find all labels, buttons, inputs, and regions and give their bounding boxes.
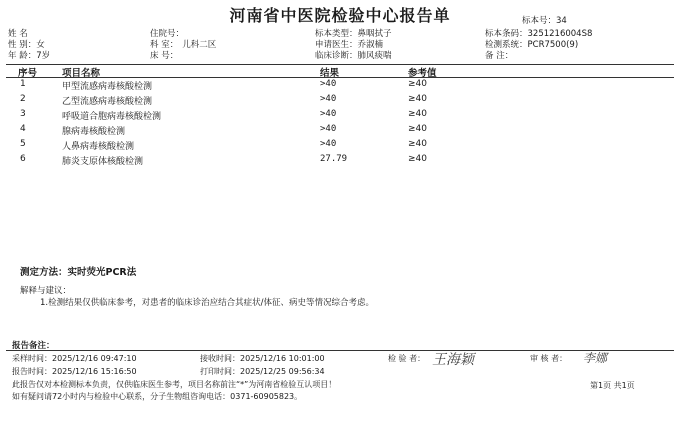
row-result: 27.79 [320,154,348,164]
dept-value: 儿科二区 [182,40,217,50]
receive-time [200,353,325,364]
interpretation-label: 解释与建议： [20,286,72,296]
row-result: >40 [320,124,337,134]
row-result: >40 [320,79,337,89]
age-value: 7岁 [36,51,51,61]
dept-label: 科 室： [150,40,179,50]
row-item: 呼吸道合胞病毒核酸检测 [62,112,162,122]
specimen-no-value: 34 [556,16,567,26]
sex-label: 性 别： [8,40,37,50]
system-label: 检测系统： [485,40,528,50]
patient-age [8,49,50,61]
reviewer-signature: 李娜 [583,351,608,365]
barcode-value: 3251216004S8 [527,29,593,39]
footer-rule [6,350,674,351]
disclaimer-line-2: 如有疑问请72小时内与检验中心联系，分子生物组咨询电话：0371-60905823。 [12,392,303,401]
report-label: 报告时间： [12,367,52,376]
col-header-reference: 参考值 [408,68,437,79]
reviewer-label: 审 核 者： [530,354,568,363]
note-label: 备 注： [485,51,514,61]
doctor-label: 申请医生： [315,40,358,50]
specimen-type-value: 鼻咽拭子 [357,29,392,39]
print-time [200,366,325,377]
row-seq: 5 [20,139,26,149]
row-seq: 6 [20,154,26,164]
row-reference: ≥40 [408,154,427,164]
doctor-value: 乔淑楠 [357,40,384,50]
barcode-label: 标本条码： [485,29,528,39]
report-time [12,366,137,377]
row-item: 人鼻病毒核酸检测 [62,142,135,152]
row-seq: 4 [20,124,26,134]
row-seq: 3 [20,109,26,119]
row-result: >40 [320,139,337,149]
note [485,49,513,61]
row-item: 肺炎支原体核酸检测 [62,157,144,167]
col-header-result: 结果 [320,68,340,79]
sex-value: 女 [36,40,45,50]
row-reference: ≥40 [408,109,427,119]
disclaimer-line-1: 此报告仅对本检测标本负责，仅供临床医生参考，项目名称前注“*”为河南省检验互认项目！ [12,380,337,389]
interpretation-text: 1.检测结果仅供临床参考，对患者的临床诊治应结合其症状/体征、病史等情况综合考虑。 [40,298,374,308]
collect-time [12,353,137,364]
specimen-type-label: 标本类型： [315,29,358,39]
report-title: 河南省中医院检验中心报告单 [229,6,451,25]
receive-value: 2025/12/16 10:01:00 [240,354,325,363]
row-result: >40 [320,94,337,104]
test-method: 测定方法：实时荧光PCR法 [20,267,137,278]
specimen-no [522,14,567,26]
name-label: 姓 名 [8,29,28,39]
row-item: 乙型流感病毒核酸检测 [62,97,153,107]
row-reference: ≥40 [408,124,427,134]
page-number: 第1页 共1页 [590,381,635,390]
collect-label: 采样时间： [12,354,52,363]
row-result: >40 [320,109,337,119]
table-header-rule [6,77,674,78]
row-seq: 2 [20,94,26,104]
print-label: 打印时间： [200,367,240,376]
diagnosis-label: 临床诊断： [315,51,358,61]
bed-no [150,49,178,61]
row-seq: 1 [20,79,26,89]
age-label: 年 龄： [8,51,37,61]
row-reference: ≥40 [408,139,427,149]
clinical-diagnosis [315,49,392,61]
col-header-seq: 序号 [18,68,38,79]
specimen-no-label: 标本号： [522,16,557,26]
collect-value: 2025/12/16 09:47:10 [52,354,137,363]
row-item: 甲型流感病毒核酸检测 [62,82,153,92]
diagnosis-value: 肺风痰喘 [357,51,392,61]
bed-label: 床 号： [150,51,179,61]
row-item: 腺病毒核酸检测 [62,127,126,137]
print-value: 2025/12/25 09:56:34 [240,367,325,376]
row-reference: ≥40 [408,94,427,104]
report-remarks-label: 报告备注： [12,341,55,351]
report-value: 2025/12/16 15:16:50 [52,367,137,376]
system-value: PCR7500(9) [527,40,579,50]
receive-label: 接收时间： [200,354,240,363]
row-reference: ≥40 [408,79,427,89]
col-header-item: 项目名称 [62,68,101,79]
tester-label: 检 验 者： [388,354,426,363]
table-top-rule [6,64,674,65]
tester-signature: 王海颖 [432,352,474,368]
admission-label: 住院号： [150,29,185,39]
